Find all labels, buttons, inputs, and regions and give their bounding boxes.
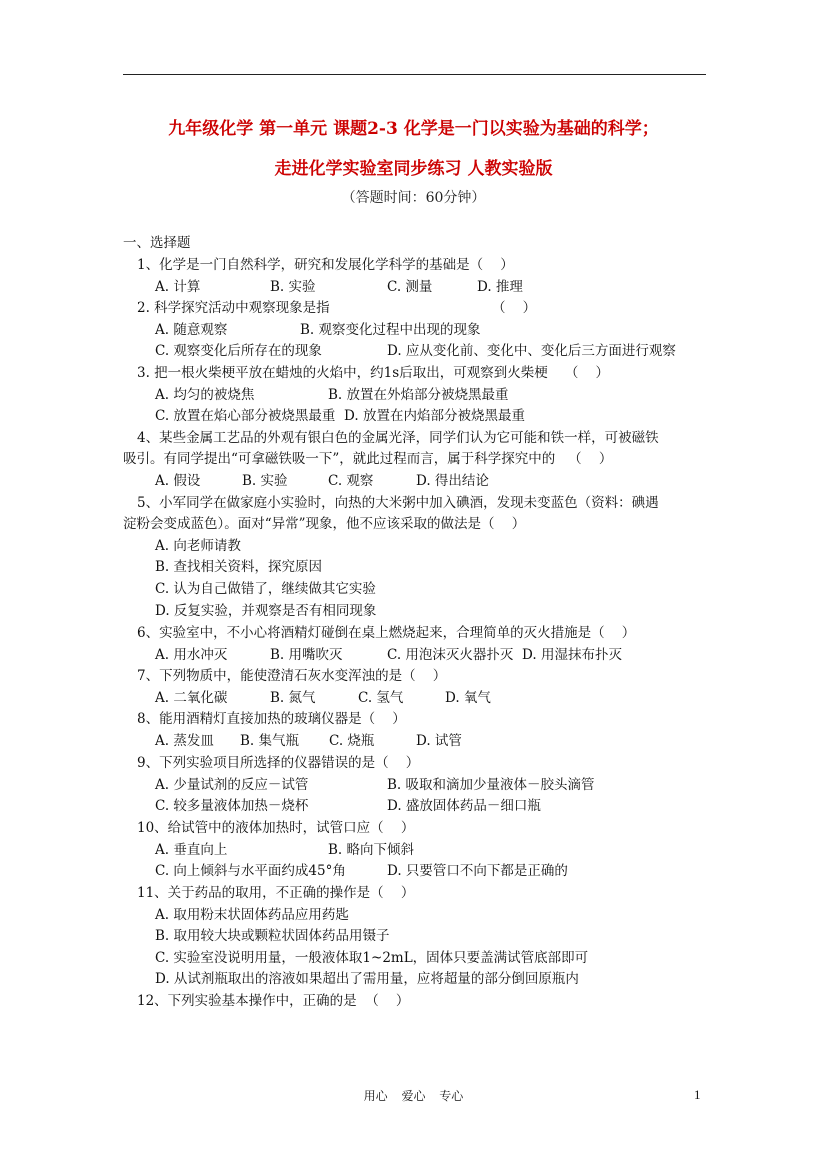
doc-title-line-1: 九年级化学 第一单元 课题2-3 化学是一门以实验为基础的科学； xyxy=(168,119,659,139)
question-stem: 12、下列实验基本操作中，正确的是 （ ） xyxy=(137,993,410,1009)
option-a: A. 取用粉末状固体药品应用药匙 xyxy=(155,907,349,923)
question-stem: 5、小军同学在做家庭小实验时，向热的大米粥中加入碘酒，发现未变蓝色（资料：碘遇 xyxy=(137,495,659,511)
question-stem: 2. 科学探究活动中观察现象是指 xyxy=(137,300,330,316)
option-c: C. 测量 xyxy=(387,279,433,295)
page-footer: 用心 爱心 专心 xyxy=(363,1089,464,1103)
option-b: B. 实验 xyxy=(270,279,316,295)
header-rule xyxy=(123,74,706,75)
option-d: D. 只要管口不向下都是正确的 xyxy=(387,863,568,879)
question-stem: 1、化学是一门自然科学，研究和发展化学科学的基础是（ ） xyxy=(137,257,514,273)
option-a: A. 向老师请教 xyxy=(155,538,241,554)
option-d: D. 得出结论 xyxy=(416,473,489,489)
option-d: D. 反复实验，并观察是否有相同现象 xyxy=(155,603,377,619)
option-c: C. 认为自己做错了，继续做其它实验 xyxy=(155,581,376,597)
option-b: B. 氮气 xyxy=(270,690,316,706)
option-b: B. 用嘴吹灭 xyxy=(270,647,343,663)
option-d: D. 盛放固体药品－细口瓶 xyxy=(387,798,541,814)
option-a: A. 随意观察 xyxy=(155,322,228,338)
answer-paren: （ ） xyxy=(492,300,537,316)
option-d: D. 推理 xyxy=(477,279,523,295)
question-stem: 7、下列物质中，能使澄清石灰水变浑浊的是（ ） xyxy=(137,668,447,684)
option-a: A. 假设 xyxy=(155,473,201,489)
question-stem: 3. 把一根火柴梗平放在蜡烛的火焰中，约1s后取出，可观察到火柴梗 （ ） xyxy=(137,365,610,381)
option-c: C. 氢气 xyxy=(358,690,404,706)
option-c: C. 烧瓶 xyxy=(329,733,375,749)
option-b: B. 查找相关资料，探究原因 xyxy=(155,559,323,575)
section-title: 一、选择题 xyxy=(123,235,191,251)
question-stem: 4、某些金属工艺品的外观有银白色的金属光泽，同学们认为它可能和铁一样，可被磁铁 xyxy=(137,430,659,446)
option-c-d: C. 放置在焰心部分被烧黑最重 D. 放置在内焰部分被烧黑最重 xyxy=(155,408,525,424)
option-d: D. 试管 xyxy=(416,733,462,749)
option-a: A. 二氧化碳 xyxy=(155,690,228,706)
option-b: B. 放置在外焰部分被烧黑最重 xyxy=(328,387,509,403)
option-a: A. 少量试剂的反应－试管 xyxy=(155,777,309,793)
option-b: B. 集气瓶 xyxy=(240,733,300,749)
time-note: （答题时间：60分钟） xyxy=(341,190,486,206)
option-b: B. 取用较大块或颗粒状固体药品用镊子 xyxy=(155,928,390,944)
question-stem-cont: 淀粉会变成蓝色）。面对“异常”现象，他不应该采取的做法是（ ） xyxy=(123,516,526,532)
option-a: A. 计算 xyxy=(155,279,201,295)
option-d: D. 从试剂瓶取出的溶液如果超出了需用量，应将超量的部分倒回原瓶内 xyxy=(155,971,579,987)
option-a: A. 用水冲灭 xyxy=(155,647,228,663)
option-c: C. 实验室没说明用量，一般液体取1~2mL，固体只要盖满试管底部即可 xyxy=(155,950,589,966)
option-b: B. 略向下倾斜 xyxy=(328,842,415,858)
question-stem-cont: 吸引。有同学提出“可拿磁铁吸一下”，就此过程而言，属于科学探究中的 （ ） xyxy=(123,451,613,467)
question-stem: 11、关于药品的取用，不正确的操作是（ ） xyxy=(137,885,415,901)
question-stem: 10、给试管中的液体加热时，试管口应（ ） xyxy=(137,820,415,836)
option-a: A. 均匀的被烧焦 xyxy=(155,387,255,403)
question-stem: 6、实验室中，不小心将酒精灯碰倒在桌上燃烧起来，合理简单的灭火措施是（ ） xyxy=(137,625,636,641)
page-number: 1 xyxy=(694,1087,701,1102)
option-b: B. 吸取和滴加少量液体－胶头滴管 xyxy=(387,777,595,793)
option-c: C. 较多量液体加热－烧杯 xyxy=(155,798,309,814)
doc-title-line-2: 走进化学实验室同步练习 人教实验版 xyxy=(274,159,553,179)
option-c: C. 观察 xyxy=(328,473,374,489)
option-b: B. 观察变化过程中出现的现象 xyxy=(300,322,481,338)
option-d: D. 应从变化前、变化中、变化后三方面进行观察 xyxy=(387,343,676,359)
option-c-d: C. 用泡沫灭火器扑灭 D. 用湿抹布扑灭 xyxy=(387,647,622,663)
option-d: D. 氧气 xyxy=(445,690,491,706)
option-c: C. 向上倾斜与水平面约成45°角 xyxy=(155,863,346,879)
option-a: A. 蒸发皿 xyxy=(155,733,214,749)
question-stem: 8、能用酒精灯直接加热的玻璃仪器是（ ） xyxy=(137,711,406,727)
option-b: B. 实验 xyxy=(242,473,288,489)
option-a: A. 垂直向上 xyxy=(155,842,228,858)
question-stem: 9、下列实验项目所选择的仪器错误的是（ ） xyxy=(137,755,420,771)
option-c: C. 观察变化后所存在的现象 xyxy=(155,343,322,359)
